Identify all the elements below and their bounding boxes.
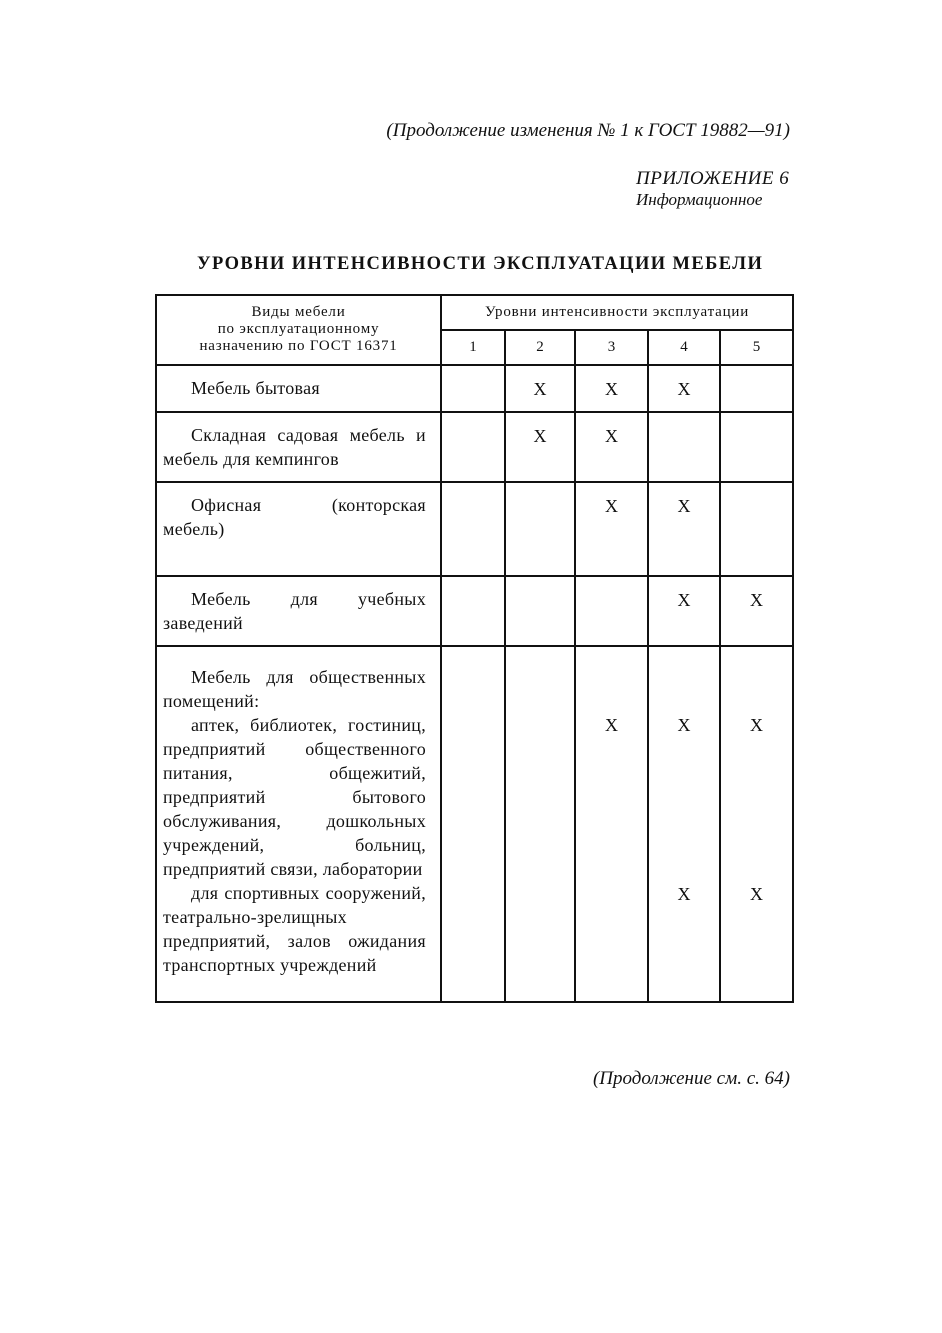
mark-cell <box>648 646 720 1002</box>
mark-cell <box>575 646 648 1002</box>
mark-cell: X <box>505 365 575 412</box>
table-row <box>156 412 793 482</box>
header-left-line: назначению по ГОСТ 16371 <box>199 338 398 354</box>
mark: X <box>750 715 764 735</box>
mark-cell: X <box>575 482 648 576</box>
mark-cell: X <box>575 412 648 482</box>
mark: X <box>750 884 764 904</box>
level-number: 3 <box>575 330 648 365</box>
mark-cell: X <box>648 576 720 646</box>
furniture-subtype: для спортивных сооружений, театрально-зрелищных предприятий, залов ожидания транспортных учреждений <box>163 883 426 975</box>
continuation-footer: (Продолжение см. с. 64) <box>592 1068 790 1089</box>
mark-cell <box>441 482 505 576</box>
mark-cell: X <box>648 365 720 412</box>
mark: X <box>677 884 691 904</box>
level-number: 5 <box>720 330 793 365</box>
level-number: 1 <box>441 330 505 365</box>
mark-cell <box>505 482 575 576</box>
mark-cell: X <box>575 365 648 412</box>
mark-cell <box>441 365 505 412</box>
appendix-subtitle: Информационное <box>636 190 763 209</box>
mark-cell <box>505 646 575 1002</box>
header-left-line: по эксплуатационному <box>217 321 380 337</box>
level-number: 4 <box>648 330 720 365</box>
furniture-subtype: аптек, библиотек, гостиниц, предприятий общественного питания, общежитий, предприятий бытового обслуживания, дошкольных учреждений, больниц, предприятий связи, лаборатории <box>163 715 426 879</box>
mark-cell <box>720 482 793 576</box>
table-title: УРОВНИ ИНТЕНСИВНОСТИ ЭКСПЛУАТАЦИИ МЕБЕЛИ <box>197 254 764 274</box>
mark-cell: X <box>720 576 793 646</box>
intensity-table <box>155 294 794 1003</box>
mark-cell <box>441 646 505 1002</box>
continuation-header: (Продолжение изменения № 1 к ГОСТ 19882—91) <box>386 120 790 141</box>
appendix-title: ПРИЛОЖЕНИЕ 6 <box>636 168 790 189</box>
table-header-row <box>156 295 793 330</box>
header-left-line: Виды мебели <box>251 304 346 320</box>
mark-cell <box>575 576 648 646</box>
table-row <box>156 646 793 1002</box>
mark-cell <box>505 576 575 646</box>
furniture-type: Мебель для учебных заведений <box>156 576 441 646</box>
table-row <box>156 365 793 412</box>
furniture-type-public <box>156 646 441 1002</box>
table-row <box>156 576 793 646</box>
mark-cell <box>441 576 505 646</box>
mark-cell: X <box>648 482 720 576</box>
level-number: 2 <box>505 330 575 365</box>
appendix-block <box>636 168 789 210</box>
mark: X <box>605 715 618 735</box>
furniture-type: Мебель для общественных помещений: <box>163 667 426 711</box>
table-row <box>156 482 793 576</box>
mark-cell <box>720 646 793 1002</box>
header-levels: Уровни интенсивности эксплуатации <box>441 295 793 330</box>
mark: X <box>677 715 691 735</box>
furniture-type: Офисная (конторская мебель) <box>156 482 441 576</box>
furniture-type: Мебель бытовая <box>156 365 441 412</box>
header-furniture-types <box>156 295 441 365</box>
furniture-type: Складная садовая мебель и мебель для кемпингов <box>156 412 441 482</box>
mark-cell <box>720 412 793 482</box>
mark-cell <box>648 412 720 482</box>
mark-cell: X <box>505 412 575 482</box>
mark-cell <box>441 412 505 482</box>
mark-cell <box>720 365 793 412</box>
